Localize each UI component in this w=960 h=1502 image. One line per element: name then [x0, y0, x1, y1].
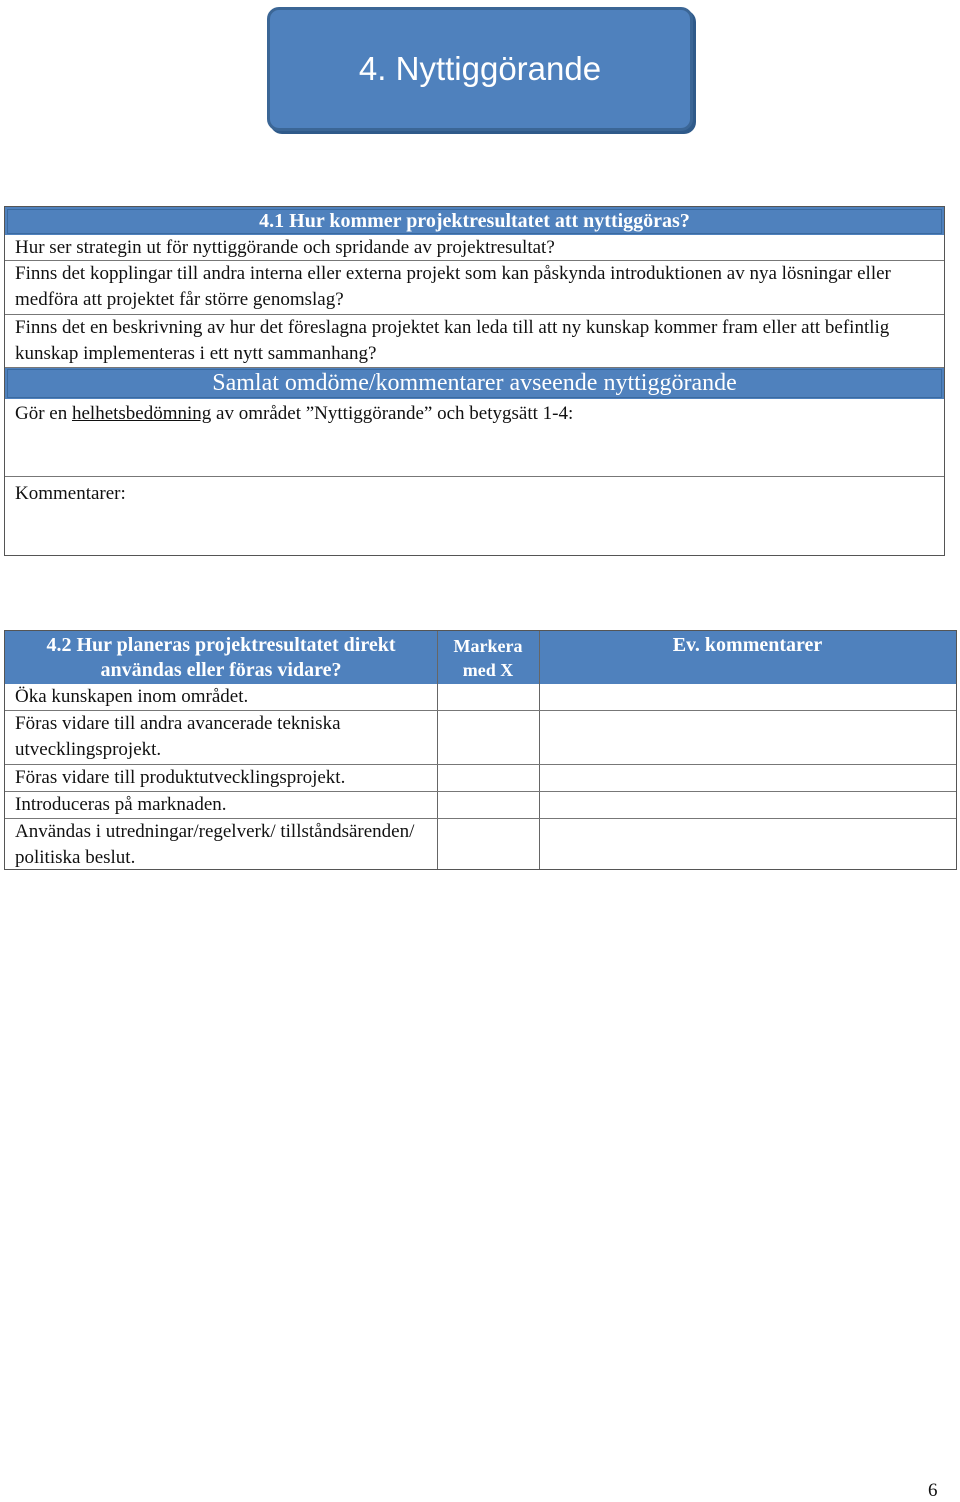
section-heading: 4.1 Hur kommer projektresultatet att nyttiggöras?	[259, 210, 690, 232]
table-row: Introduceras på marknaden.	[15, 794, 227, 815]
banner-title: 4. Nyttiggörande	[358, 50, 602, 87]
assessment-prefix: Gör en	[15, 403, 72, 424]
table-row: Öka kunskapen inom området.	[15, 686, 249, 707]
comment-cell[interactable]	[540, 711, 956, 764]
header-question: 4.2 Hur planeras projektresultatet direkt användas eller föras vidare?	[5, 631, 437, 684]
section-heading-row	[5, 207, 944, 235]
question-row	[5, 315, 944, 368]
table-row: Föras vidare till produktutvecklingsprojekt.	[15, 767, 346, 788]
mark-cell[interactable]	[438, 792, 539, 818]
assessment-table	[4, 206, 945, 556]
summary-heading: Samlat omdöme/kommentarer avseende nyttiggörande	[212, 370, 737, 396]
table-row: Föras vidare till andra avancerade tekniska utvecklingsprojekt.	[15, 713, 341, 760]
mark-cell[interactable]	[438, 684, 539, 711]
page-number: 6	[928, 1480, 938, 1501]
question-row	[5, 261, 944, 315]
mark-cell[interactable]	[438, 711, 539, 764]
section-banner	[267, 7, 693, 131]
table-row: Användas i utredningar/regelverk/ tillståndsärenden/ politiska beslut.	[15, 821, 415, 868]
assessment-row[interactable]	[5, 399, 944, 477]
question-row	[5, 235, 944, 261]
assessment-keyword: helhetsbedömning	[71, 403, 212, 424]
question-knowledge: Finns det en beskrivning av hur det föreslagna projektet kan leda till att ny kunskap kommer fram eller att befintlig kunskap implementeras i ett nytt sammanhang?	[15, 317, 890, 364]
question-connections: Finns det kopplingar till andra interna eller externa projekt som kan påskynda introduktionen av nya lösningar eller medföra att projektet får större genomslag?	[15, 263, 891, 310]
usage-table	[4, 630, 957, 870]
comment-cell[interactable]	[540, 819, 956, 869]
comment-cell[interactable]	[540, 684, 956, 711]
summary-heading-row	[5, 368, 944, 399]
question-strategy: Hur ser strategin ut för nyttiggörande och spridande av projektresultat?	[15, 237, 555, 258]
mark-cell[interactable]	[438, 819, 539, 869]
mark-cell[interactable]	[438, 765, 539, 791]
comments-row[interactable]	[5, 477, 944, 555]
comment-cell[interactable]	[540, 792, 956, 818]
assessment-suffix: av området ”Nyttiggörande” och betygsätt 1-4:	[211, 403, 574, 424]
comments-label: Kommentarer:	[15, 483, 126, 504]
comment-cell[interactable]	[540, 765, 956, 791]
header-mark: Markera med X	[437, 631, 539, 684]
header-comments: Ev. kommentarer	[539, 631, 956, 684]
